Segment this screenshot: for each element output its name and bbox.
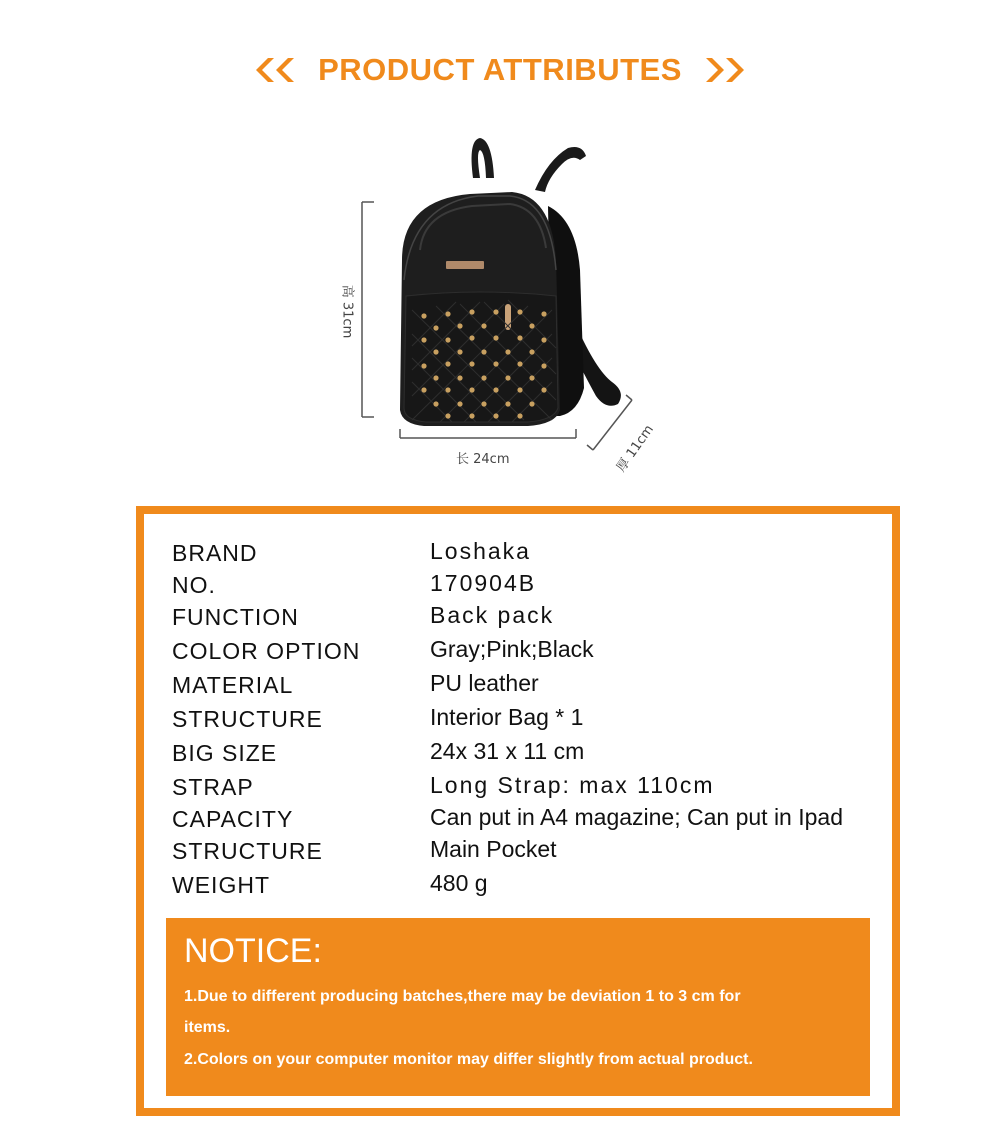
page-title: PRODUCT ATTRIBUTES [318, 52, 682, 87]
attribute-value: Loshaka [430, 538, 531, 564]
depth-dimension-label: 厚 11cm [613, 422, 657, 475]
height-dimension-label: 高 31cm [339, 284, 355, 339]
attribute-row-material [172, 672, 892, 704]
attribute-label: STRUCTURE [172, 706, 323, 732]
attribute-row-brand [172, 540, 892, 572]
double-chevron-right-icon [704, 57, 752, 83]
attribute-label: FUNCTION [172, 604, 299, 630]
attribute-value: Gray;Pink;Black [430, 636, 594, 662]
attribute-label: MATERIAL [172, 672, 294, 698]
backpack-image [0, 120, 1000, 500]
attribute-label: BIG SIZE [172, 740, 278, 766]
attribute-value: Interior Bag * 1 [430, 704, 584, 730]
notice-title: NOTICE: [184, 932, 322, 970]
attribute-value: 24x 31 x 11 cm [430, 738, 585, 764]
attribute-row-number [172, 572, 892, 604]
attribute-value: 170904B [430, 570, 537, 596]
attribute-label: WEIGHT [172, 872, 270, 898]
section-header [0, 48, 1000, 92]
attribute-value: Can put in A4 magazine; Can put in Ipad [430, 804, 844, 830]
attribute-row-function [172, 604, 892, 636]
double-chevron-left-icon [248, 57, 296, 83]
attribute-row-weight [172, 872, 892, 904]
attribute-label: STRUCTURE [172, 838, 323, 864]
attribute-value: Main Pocket [430, 836, 557, 862]
attribute-row-structure [172, 706, 892, 738]
attribute-label: NO. [172, 572, 216, 598]
attribute-row-strap [172, 774, 892, 806]
height-dimension-line [362, 202, 374, 417]
attribute-row-structure-2 [172, 838, 892, 870]
attribute-value: PU leather [430, 670, 539, 696]
attribute-label: COLOR OPTION [172, 638, 361, 664]
length-dimension-label: 长 24cm [456, 452, 510, 467]
attribute-row-capacity [172, 806, 892, 838]
attributes-box [136, 506, 900, 1116]
attribute-label: STRAP [172, 774, 254, 800]
attribute-value: Back pack [430, 602, 555, 628]
attribute-value: Long Strap: max 110cm [430, 772, 715, 798]
notice-panel [166, 918, 870, 1096]
length-dimension-line [400, 429, 576, 438]
notice-line-1: 1.Due to different producing batches,there may be deviation 1 to 3 cm for [184, 988, 741, 1005]
attribute-value: 480 g [430, 870, 488, 896]
attribute-label: CAPACITY [172, 806, 294, 832]
notice-line-1-continued: items. [184, 1019, 231, 1036]
notice-line-2: 2.Colors on your computer monitor may differ slightly from actual product. [184, 1051, 753, 1068]
attribute-row-big-size [172, 740, 892, 772]
attribute-row-color-option [172, 638, 892, 670]
product-image-area [0, 120, 1000, 500]
attribute-label: BRAND [172, 540, 258, 566]
